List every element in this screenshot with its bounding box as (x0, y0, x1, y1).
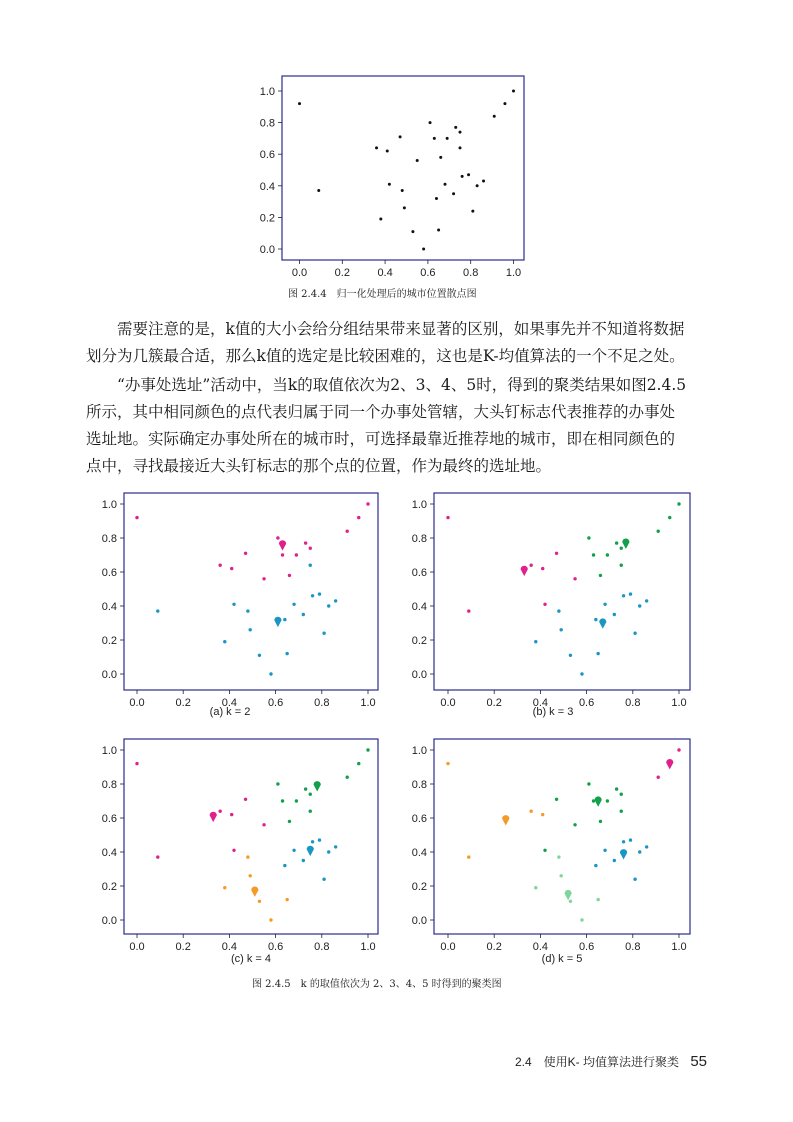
x-tick-label-k4-0: 0.0 (129, 941, 145, 953)
data-point-k4-c3-5 (285, 898, 288, 901)
y-tick-label-k4-0: 0.0 (101, 915, 117, 927)
data-point-k5-c4-5 (596, 898, 599, 901)
data-point-k3-c1-4 (615, 541, 618, 544)
data-point-fig-2-4-4-2 (375, 146, 378, 149)
data-point-fig-2-4-4-6 (399, 135, 402, 138)
data-point-fig-2-4-4-16 (439, 156, 442, 159)
data-point-fig-2-4-4-18 (446, 137, 449, 140)
data-point-k5-c0-3 (541, 813, 544, 816)
data-point-k2-c0-3 (244, 552, 247, 555)
data-point-k4-c2-2 (302, 859, 305, 862)
x-tick-label-k5-0: 0.0 (440, 941, 456, 953)
data-point-k2-c1-16 (334, 599, 337, 602)
pin-marker-icon-k5-c1 (595, 796, 602, 806)
data-point-k3-c2-9 (622, 594, 625, 597)
data-point-k4-c1-0 (276, 782, 279, 785)
data-point-k4-c0-6 (262, 823, 265, 826)
data-point-k2-c1-6 (269, 672, 272, 675)
panel-caption-a: (a) k = 2 (209, 706, 251, 718)
data-point-fig-2-4-4-27 (482, 180, 485, 183)
pin-marker-icon-k2-c0 (279, 540, 286, 550)
pin-marker-icon-k4-c3 (251, 887, 258, 897)
data-point-k5-c3-6 (638, 850, 641, 853)
data-point-k5-c0-0 (446, 762, 449, 765)
data-point-k5-c4-3 (569, 900, 572, 903)
paragraph-1-line-2: 划分为几簇最合适，那么k值的选定是比较困难的，这也是K-均值算法的一个不足之处。 (86, 347, 685, 365)
y-tick-label-k2-0: 0.0 (101, 669, 117, 681)
x-tick-label-k4-5: 1.0 (360, 941, 376, 953)
paragraph-2 (86, 372, 711, 480)
x-tick-label-k3-4: 0.8 (625, 697, 641, 709)
data-point-k4-c1-9 (366, 748, 369, 751)
data-point-k5-c2-0 (657, 776, 660, 779)
data-point-fig-2-4-4-15 (437, 229, 440, 232)
data-point-fig-2-4-4-11 (422, 248, 425, 251)
figure-caption-2-4-4: 图 2.4.4 归一化处理后的城市位置散点图 (288, 289, 477, 300)
figure-caption-2-4-5: 图 2.4.5 k 的取值依次为 2、3、4、5 时得到的聚类图 (252, 979, 502, 990)
pin-marker-icon-k3-c0 (521, 566, 528, 576)
data-point-k5-c1-8 (620, 793, 623, 796)
x-tick-label-k5-1: 0.2 (486, 941, 502, 953)
y-tick-label-fig-2-4-4-4: 0.8 (259, 117, 275, 130)
x-tick-label-k2-5: 1.0 (360, 697, 376, 709)
data-point-k5-c3-7 (645, 845, 648, 848)
paragraph-2-line-4: 点中，寻找最接近大头钉标志的那个点的位置，作为最终的选址地。 (86, 457, 552, 475)
x-tick-label-fig-2-4-4-2: 0.4 (377, 267, 393, 279)
x-tick-label-k3-5: 1.0 (671, 697, 687, 709)
data-point-k3-c2-7 (603, 603, 606, 606)
y-tick-label-k3-2: 0.4 (411, 601, 427, 613)
data-point-k3-c0-2 (529, 564, 532, 567)
data-point-k2-c1-7 (283, 618, 286, 621)
panel-caption-d: (d) k = 5 (541, 953, 583, 965)
data-point-fig-2-4-4-17 (444, 183, 447, 186)
pin-marker-icon-k5-c0 (502, 815, 509, 825)
data-point-k4-c0-5 (244, 798, 247, 801)
pin-marker-icon-k4-c2 (307, 846, 314, 856)
data-point-k5-c3-0 (594, 864, 597, 867)
data-point-k5-c2-2 (677, 748, 680, 751)
y-tick-label-k3-1: 0.2 (411, 635, 427, 647)
data-point-k3-c1-3 (606, 553, 609, 556)
data-point-k5-c3-5 (633, 878, 636, 881)
data-point-fig-2-4-4-19 (452, 192, 455, 195)
data-point-k5-c4-4 (580, 918, 583, 921)
data-point-k4-c2-3 (311, 840, 314, 843)
x-tick-label-k4-4: 0.8 (314, 941, 330, 953)
data-point-k5-c3-3 (622, 840, 625, 843)
data-point-k4-c3-3 (258, 900, 261, 903)
data-point-k4-c2-5 (322, 878, 325, 881)
pin-marker-icon-k4-c1 (314, 781, 321, 791)
data-point-k5-c3-1 (603, 849, 606, 852)
data-point-k4-c1-7 (346, 776, 349, 779)
data-point-k4-c1-1 (281, 799, 284, 802)
x-tick-label-k3-1: 0.2 (486, 697, 502, 709)
data-point-k3-c0-4 (543, 603, 546, 606)
pin-marker-icon-k3-c1 (622, 538, 629, 548)
data-point-k2-c0-12 (357, 516, 360, 519)
data-point-fig-2-4-4-24 (467, 173, 470, 176)
data-point-fig-2-4-4-3 (379, 217, 382, 220)
data-point-fig-2-4-4-10 (416, 159, 419, 162)
plot-frame-k5 (434, 739, 690, 934)
pin-marker-icon-k3-c2 (599, 618, 606, 628)
page-number: 55 (690, 1053, 707, 1070)
data-point-k5-c3-4 (629, 838, 632, 841)
data-point-k4-c2-1 (292, 849, 295, 852)
data-point-k5-c1-5 (599, 820, 602, 823)
data-point-fig-2-4-4-0 (298, 102, 301, 105)
panel-caption-c: (c) k = 4 (230, 953, 272, 965)
data-point-fig-2-4-4-21 (459, 146, 462, 149)
data-point-k3-c0-6 (573, 577, 576, 580)
x-tick-label-k3-3: 0.6 (578, 697, 595, 709)
data-point-fig-2-4-4-29 (503, 102, 506, 105)
data-point-fig-2-4-4-4 (386, 150, 389, 153)
data-point-k2-c0-7 (288, 574, 291, 577)
data-point-k4-c2-6 (327, 850, 330, 853)
data-point-k3-c2-11 (633, 632, 636, 635)
paragraph-1 (86, 316, 711, 370)
data-point-fig-2-4-4-23 (459, 131, 462, 134)
data-point-fig-2-4-4-13 (433, 137, 436, 140)
data-point-k3-c1-7 (657, 530, 660, 533)
data-point-k5-c4-1 (557, 855, 560, 858)
x-tick-label-fig-2-4-4-5: 1.0 (505, 267, 522, 279)
data-point-k2-c0-1 (218, 564, 221, 567)
data-point-k4-c1-5 (309, 793, 312, 796)
data-point-fig-2-4-4-5 (388, 183, 391, 186)
y-tick-label-k5-2: 0.4 (411, 847, 427, 859)
data-point-k5-c1-1 (555, 798, 558, 801)
data-point-k3-c2-2 (559, 628, 562, 631)
data-point-k3-c2-5 (594, 618, 597, 621)
paragraph-2-line-1: “办事处选址”活动中，当k的取值依次为2、3、4、5时，得到的聚类结果如图2.4.5 (117, 376, 687, 394)
data-point-fig-2-4-4-25 (471, 210, 474, 213)
data-point-k2-c1-2 (232, 603, 235, 606)
x-tick-label-k2-3: 0.6 (267, 697, 284, 709)
footer-section-title: 2.4 使用K- 均值算法进行聚类 (514, 1055, 679, 1069)
data-point-fig-2-4-4-7 (401, 189, 404, 192)
data-point-k4-c1-2 (288, 820, 291, 823)
plot-frame-k4 (124, 739, 378, 934)
y-tick-label-fig-2-4-4-5: 1.0 (259, 86, 275, 98)
data-point-k5-c0-2 (529, 810, 532, 813)
data-point-k4-c1-4 (304, 787, 307, 790)
data-point-k3-c1-0 (587, 536, 590, 539)
data-point-k2-c0-0 (135, 516, 138, 519)
data-point-k2-c0-6 (281, 553, 284, 556)
data-point-k3-c0-1 (467, 609, 470, 612)
paragraph-2-line-2: 所示，其中相同颜色的点代表归属于同一个办事处管辖，大头钉标志代表推荐的办事处 (86, 403, 676, 421)
data-point-k2-c0-2 (230, 567, 233, 570)
data-point-k3-c2-13 (645, 599, 648, 602)
data-point-fig-2-4-4-14 (435, 197, 438, 200)
data-point-k3-c1-1 (592, 553, 595, 556)
data-point-k4-c2-4 (318, 838, 321, 841)
x-tick-label-k2-1: 0.2 (175, 697, 191, 709)
data-point-k3-c2-12 (638, 604, 641, 607)
data-point-fig-2-4-4-12 (429, 121, 432, 124)
data-point-k3-c1-5 (620, 547, 623, 550)
data-point-k3-c0-0 (446, 516, 449, 519)
pin-marker-icon-k5-c3 (620, 849, 627, 859)
data-point-k4-c3-0 (223, 886, 226, 889)
data-point-k5-c4-0 (534, 886, 537, 889)
y-tick-label-fig-2-4-4-2: 0.4 (259, 180, 275, 193)
data-point-k3-c2-3 (569, 654, 572, 657)
data-point-k3-c0-5 (555, 552, 558, 555)
data-point-fig-2-4-4-8 (403, 206, 406, 209)
page-footer (515, 1053, 707, 1070)
x-tick-label-k4-3: 0.6 (267, 941, 284, 953)
data-point-k4-c0-1 (156, 855, 159, 858)
x-tick-label-k5-5: 1.0 (671, 941, 687, 953)
plot-frame-k3 (434, 493, 690, 690)
y-tick-label-k5-5: 1.0 (411, 745, 427, 757)
data-point-k4-c2-0 (283, 864, 286, 867)
data-point-k2-c1-9 (292, 603, 295, 606)
data-point-k2-c1-1 (223, 640, 226, 643)
data-point-k3-c2-1 (557, 609, 560, 612)
data-point-k5-c1-7 (615, 787, 618, 790)
y-tick-label-k2-4: 0.8 (101, 533, 117, 545)
data-point-k2-c0-4 (262, 577, 265, 580)
x-tick-label-k4-2: 0.4 (221, 941, 238, 953)
data-point-k3-c2-0 (534, 640, 537, 643)
data-point-k4-c0-0 (135, 762, 138, 765)
data-point-k4-c3-1 (246, 855, 249, 858)
data-point-k2-c1-5 (258, 654, 261, 657)
data-point-k3-c2-4 (580, 672, 583, 675)
data-point-k2-c1-14 (322, 632, 325, 635)
y-tick-label-k3-4: 0.8 (411, 533, 427, 545)
data-point-fig-2-4-4-20 (454, 126, 457, 129)
data-point-k4-c1-6 (309, 810, 312, 813)
y-tick-label-k2-3: 0.6 (101, 567, 117, 579)
paragraph-1-line-1: 需要注意的是，k值的大小会给分组结果带来显著的区别，如果事先并不知道将数据 (117, 320, 685, 338)
y-tick-label-k3-0: 0.0 (411, 669, 427, 681)
y-tick-label-k3-5: 1.0 (411, 499, 427, 511)
x-tick-label-fig-2-4-4-3: 0.6 (420, 267, 436, 279)
data-point-k2-c0-8 (295, 553, 298, 556)
x-tick-label-k5-3: 0.6 (578, 941, 595, 953)
x-tick-label-k3-0: 0.0 (440, 697, 456, 709)
data-point-k4-c0-3 (230, 813, 233, 816)
data-point-fig-2-4-4-26 (476, 184, 479, 187)
pin-marker-icon-k5-c4 (565, 890, 572, 900)
data-point-k4-c0-2 (218, 810, 221, 813)
data-point-fig-2-4-4-22 (461, 175, 464, 178)
data-point-k5-c3-2 (613, 859, 616, 862)
x-tick-label-fig-2-4-4-0: 0.0 (291, 267, 308, 279)
data-point-k3-c2-8 (613, 613, 616, 616)
data-point-fig-2-4-4-30 (512, 90, 515, 93)
data-point-k2-c0-13 (366, 502, 369, 505)
data-point-k2-c1-15 (327, 604, 330, 607)
data-point-k3-c1-6 (620, 564, 623, 567)
data-point-k3-c2-10 (629, 592, 632, 595)
y-tick-label-k4-4: 0.8 (101, 779, 117, 791)
data-point-k5-c1-6 (606, 799, 609, 802)
y-tick-label-k5-3: 0.6 (411, 813, 427, 825)
data-point-fig-2-4-4-1 (317, 189, 320, 192)
data-point-k4-c0-4 (232, 849, 235, 852)
data-point-k2-c1-8 (285, 652, 288, 655)
pin-marker-icon-k2-c1 (274, 617, 281, 627)
y-tick-label-k2-1: 0.2 (101, 635, 117, 647)
x-tick-label-fig-2-4-4-1: 0.2 (334, 267, 350, 279)
x-tick-label-k3-2: 0.4 (532, 697, 549, 709)
y-tick-label-k4-3: 0.6 (101, 813, 117, 825)
pin-marker-icon-k5-c2 (666, 759, 673, 769)
x-tick-label-k5-4: 0.8 (625, 941, 641, 953)
data-point-k5-c1-0 (543, 849, 546, 852)
x-tick-label-k2-4: 0.8 (314, 697, 330, 709)
data-point-k2-c0-9 (304, 541, 307, 544)
plot-frame-k2 (124, 493, 378, 690)
data-point-k2-c0-11 (346, 530, 349, 533)
data-point-k2-c1-13 (318, 592, 321, 595)
y-tick-label-fig-2-4-4-0: 0.0 (259, 244, 275, 256)
data-point-k5-c1-3 (587, 782, 590, 785)
x-tick-label-fig-2-4-4-4: 0.8 (463, 267, 479, 279)
data-point-k5-c4-2 (559, 874, 562, 877)
y-tick-label-fig-2-4-4-1: 0.2 (259, 212, 275, 225)
panel-caption-b: (b) k = 3 (532, 706, 574, 718)
y-tick-label-k5-4: 0.8 (411, 779, 427, 791)
data-point-k3-c1-8 (668, 516, 671, 519)
y-tick-label-k5-0: 0.0 (411, 915, 427, 927)
paragraph-2-line-3: 选址地。实际确定办事处所在的城市时，可选择最靠近推荐地的城市，即在相同颜色的 (86, 430, 676, 448)
y-tick-label-k4-1: 0.2 (101, 881, 117, 893)
data-point-k5-c0-1 (467, 855, 470, 858)
data-point-fig-2-4-4-9 (411, 230, 414, 233)
data-point-k3-c1-2 (599, 574, 602, 577)
data-point-k2-c0-5 (276, 536, 279, 539)
data-point-k4-c1-8 (357, 762, 360, 765)
plot-frame-fig-2-4-4 (282, 76, 524, 260)
data-point-k2-c1-3 (246, 609, 249, 612)
pin-marker-icon-k4-c0 (210, 812, 217, 822)
data-point-k4-c1-3 (295, 799, 298, 802)
data-point-k5-c1-2 (573, 823, 576, 826)
data-point-k4-c3-2 (248, 874, 251, 877)
y-tick-label-k4-5: 1.0 (101, 745, 117, 757)
data-point-k4-c2-7 (334, 845, 337, 848)
y-tick-label-k3-3: 0.6 (411, 567, 427, 579)
data-point-k2-c1-11 (309, 564, 312, 567)
data-point-k5-c1-9 (620, 810, 623, 813)
data-point-k4-c3-4 (269, 918, 272, 921)
y-tick-label-k4-2: 0.4 (101, 847, 117, 859)
y-tick-label-k2-5: 1.0 (101, 499, 117, 511)
y-tick-label-fig-2-4-4-3: 0.6 (259, 149, 275, 162)
data-point-k3-c1-9 (677, 502, 680, 505)
x-tick-label-k5-2: 0.4 (532, 941, 549, 953)
data-point-k2-c1-10 (302, 613, 305, 616)
data-point-k3-c2-6 (596, 652, 599, 655)
data-point-k2-c1-12 (311, 594, 314, 597)
y-tick-label-k5-1: 0.2 (411, 881, 427, 893)
data-point-k2-c1-4 (248, 628, 251, 631)
x-tick-label-k2-0: 0.0 (129, 697, 145, 709)
data-point-k2-c1-0 (156, 609, 159, 612)
data-point-k3-c0-3 (541, 567, 544, 570)
x-tick-label-k4-1: 0.2 (175, 941, 191, 953)
data-point-k2-c0-10 (309, 547, 312, 550)
y-tick-label-k2-2: 0.4 (101, 601, 117, 613)
x-tick-label-k2-2: 0.4 (221, 697, 238, 709)
data-point-fig-2-4-4-28 (493, 115, 496, 118)
